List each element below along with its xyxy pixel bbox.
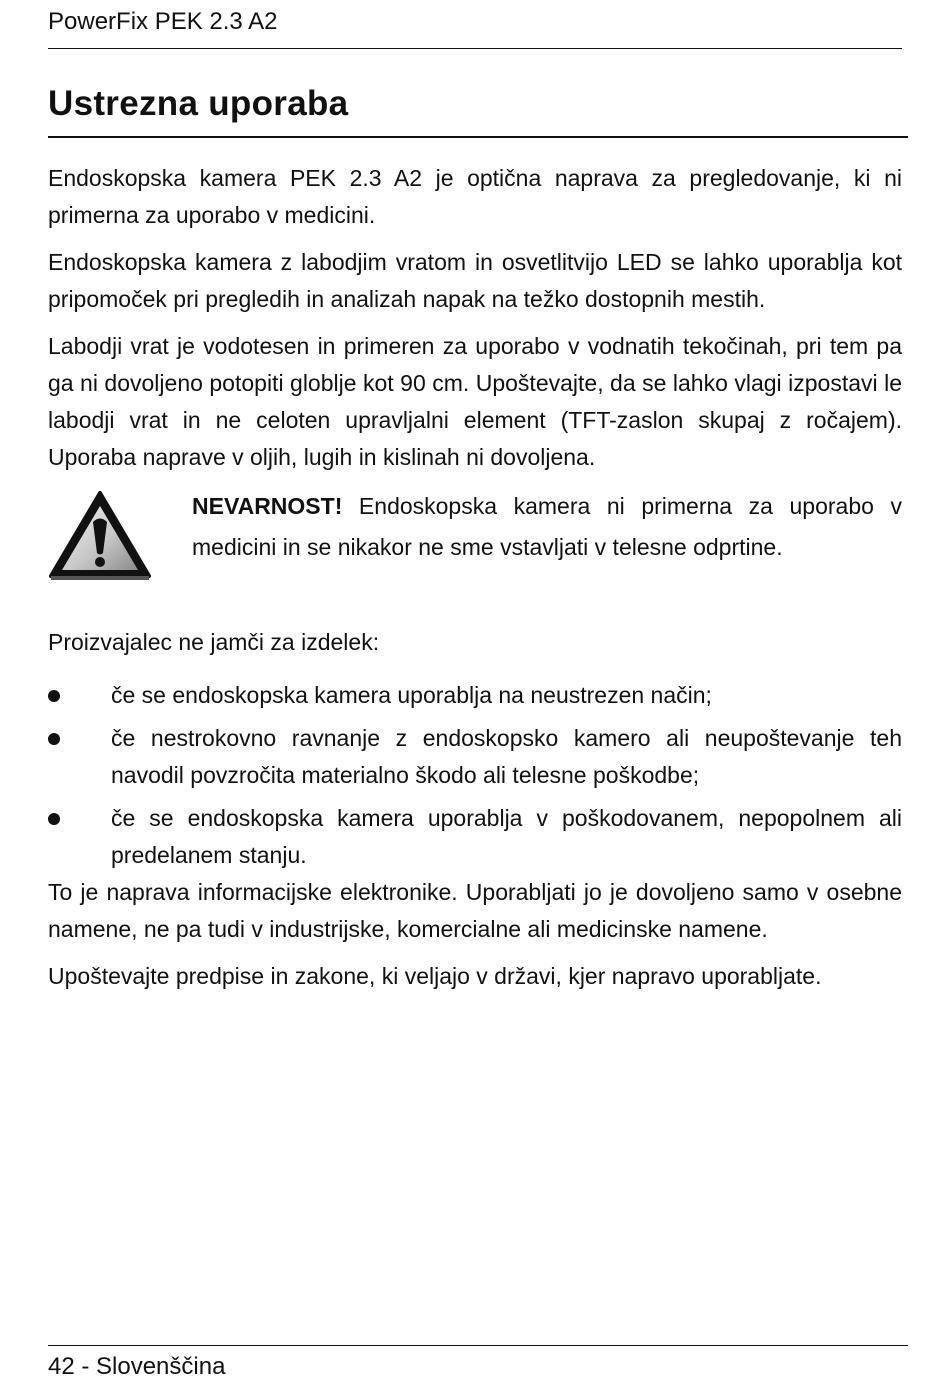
danger-notice	[48, 486, 902, 582]
header-divider	[48, 48, 902, 49]
list-item-text: če se endoskopska kamera uporablja na neustrezen način;	[111, 682, 712, 708]
bullet-icon	[48, 690, 60, 702]
bullet-icon	[48, 733, 60, 745]
title-divider	[48, 136, 908, 138]
list-item-text: če se endoskopska kamera uporablja v poškodovanem, nepopolnem ali predelanem stanju.	[111, 805, 902, 868]
footer-divider	[48, 1345, 908, 1346]
section-title: Ustrezna uporaba	[48, 84, 349, 123]
paragraph-intended-use: Endoskopska kamera PEK 2.3 A2 je optična naprava za pregledovanje, ki ni primerna za uporabo v medicini.	[48, 165, 902, 228]
liability-intro: Proizvajalec ne jamči za izdelek:	[48, 629, 380, 655]
paragraph-personal-use: To je naprava informacijske elektronike. Uporabljati jo je dovoljeno samo v osebne namene, ne pa tudi v industrijske, komercialne ali medicinske namene.	[48, 879, 902, 942]
list-item-text: če nestrokovno ravnanje z endoskopsko kamero ali neupoštevanje teh navodil povzročita materialno škodo ali telesne poškodbe;	[111, 725, 902, 788]
liability-list	[48, 677, 902, 874]
page-header: PowerFix PEK 2.3 A2	[48, 8, 278, 35]
danger-notice-text	[192, 486, 902, 568]
danger-label: NEVARNOST!	[192, 493, 343, 519]
paragraph-regulations: Upoštevajte predpise in zakone, ki veljajo v državi, kjer napravo uporabljate.	[48, 963, 822, 989]
list-item	[48, 720, 902, 794]
danger-message: Endoskopska kamera ni primerna za uporabo v medicini in se nikakor ne sme vstavljati v telesne odprtine.	[192, 493, 902, 560]
document-body	[48, 160, 902, 1005]
list-item	[48, 800, 902, 874]
list-item	[48, 677, 902, 714]
paragraph-gooseneck-led: Endoskopska kamera z labodjim vratom in osvetlitvijo LED se lahko uporablja kot pripomoček pri pregledih in analizah napak na težko dostopnih mestih.	[48, 249, 902, 312]
page-footer: 42 - Slovenščina	[48, 1353, 226, 1380]
bullet-icon	[48, 813, 60, 825]
paragraph-waterproof: Labodji vrat je vodotesen in primeren za uporabo v vodnatih tekočinah, pri tem pa ga ni dovoljeno potopiti globlje kot 90 cm. Upoštevajte, da se lahko vlagi izpostavi le labodji vrat in ne celoten upravljalni element (TFT-zaslon skupaj z ročajem). Uporaba naprave v oljih, lugih in kislinah ni dovoljena.	[48, 333, 902, 470]
warning-triangle-icon	[48, 490, 152, 582]
